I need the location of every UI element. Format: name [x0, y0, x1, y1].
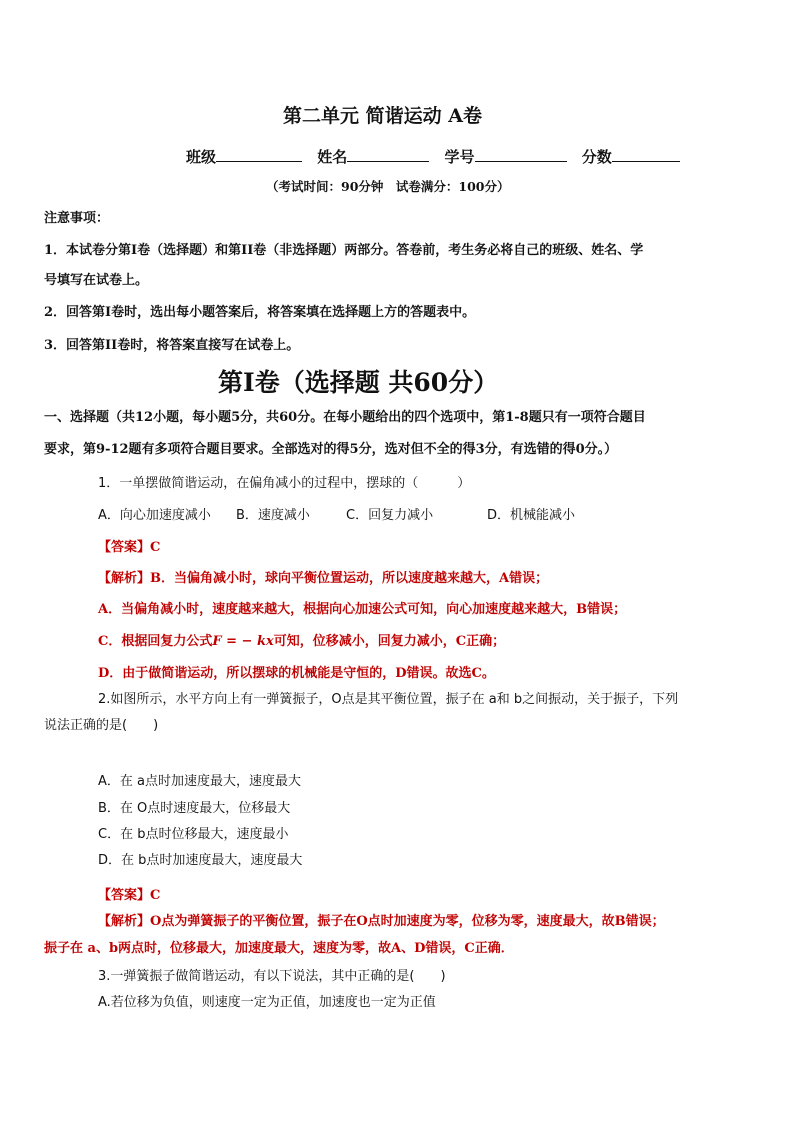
question-2-stem: 2.如图所示，水平方向上有一弹簧振子，O点是其平衡位置，振子在 a和 b之间振动，关于振子，下列 [98, 692, 679, 707]
question-1-analysis: A．当偏角减小时，速度越来越大，根据向心加速公式可知，向心加速度越来越大，B错误； [98, 602, 627, 617]
question-2-answer: 【答案】C [98, 888, 161, 903]
class-label: 班级 [186, 148, 217, 166]
question-1-option-d: D．机械能减小 [487, 508, 576, 523]
notice-item: 号填写在试卷上。 [44, 273, 149, 288]
question-3-option-a: A.若位移为负值，则速度一定为正值，加速度也一定为正值 [98, 995, 436, 1010]
question-1-analysis: 【解析】B．当偏角减小时，球向平衡位置运动，所以速度越来越大，A错误； [98, 571, 549, 586]
question-1-option-c: C．回复力减小 [346, 508, 434, 523]
question-2-option-c: C．在 b点时位移最大，速度最小 [98, 827, 289, 842]
question-2-analysis: 振子在 a、b两点时，位移最大，加速度最大，速度为零，故A、D错误，C正确． [44, 941, 514, 956]
question-2-option-b: B．在 O点时速度最大，位移最大 [98, 801, 291, 816]
part1-instructions: 一、选择题（共12小题，每小题5分，共60分。在每小题给出的四个选项中，第1-8题只有一项符合题目 [44, 410, 646, 425]
question-1-answer: 【答案】C [98, 540, 161, 555]
score-label: 分数 [581, 148, 612, 166]
question-2-stem: 说法正确的是( ) [44, 718, 159, 733]
name-blank[interactable] [347, 146, 429, 162]
exam-info: （考试时间：90分钟 试卷满分：100分） [266, 179, 510, 194]
question-2-option-a: A．在 a点时加速度最大，速度最大 [98, 774, 301, 789]
restoring-force-formula: F = − kx [212, 634, 274, 649]
student-id-label: 学号 [444, 148, 475, 166]
score-blank[interactable] [612, 146, 680, 162]
question-1-option-b: B．速度减小 [236, 508, 310, 523]
notice-item: 3．回答第II卷时，将答案直接写在试卷上。 [44, 338, 300, 353]
part1-instructions: 要求，第9-12题有多项符合题目要求。全部选对的得5分，选对但不全的得3分，有选错的得0分。） [44, 442, 618, 457]
class-blank[interactable] [216, 146, 302, 162]
question-3-stem: 3.一弹簧振子做简谐运动，有以下说法，其中正确的是( ) [98, 969, 446, 984]
question-1-analysis: D．由于做简谐运动，所以摆球的机械能是守恒的，D错误。故选C。 [98, 666, 495, 681]
part1-title: 第I卷（选择题 共60分） [218, 368, 499, 397]
question-2-option-d: D．在 b点时加速度最大，速度最大 [98, 853, 303, 868]
notice-heading: 注意事项： [44, 211, 110, 226]
student-info-row [186, 146, 690, 167]
question-2-analysis: 【解析】O点为弹簧振子的平衡位置，振子在O点时加速度为零，位移为零，速度最大，故B错误； [98, 914, 665, 929]
name-label: 姓名 [317, 148, 348, 166]
page-title: 第二单元 简谐运动 A卷 [283, 105, 482, 127]
analysis-c-suffix: 可知，位移减小，回复力减小，C正确； [273, 634, 506, 649]
notice-item: 1．本试卷分第I卷（选择题）和第II卷（非选择题）两部分。答卷前，考生务必将自己的班级、姓名、学 [44, 243, 644, 258]
question-1-analysis-c [98, 632, 505, 652]
student-id-blank[interactable] [475, 146, 567, 162]
notice-item: 2．回答第I卷时，选出每小题答案后，将答案填在选择题上方的答题表中。 [44, 305, 476, 320]
question-1-stem: 1．一单摆做简谐运动，在偏角减小的过程中，摆球的（ ） [98, 476, 471, 491]
question-1-option-a: A．向心加速度减小 [98, 508, 211, 523]
analysis-c-prefix: C．根据回复力公式 [98, 634, 213, 649]
